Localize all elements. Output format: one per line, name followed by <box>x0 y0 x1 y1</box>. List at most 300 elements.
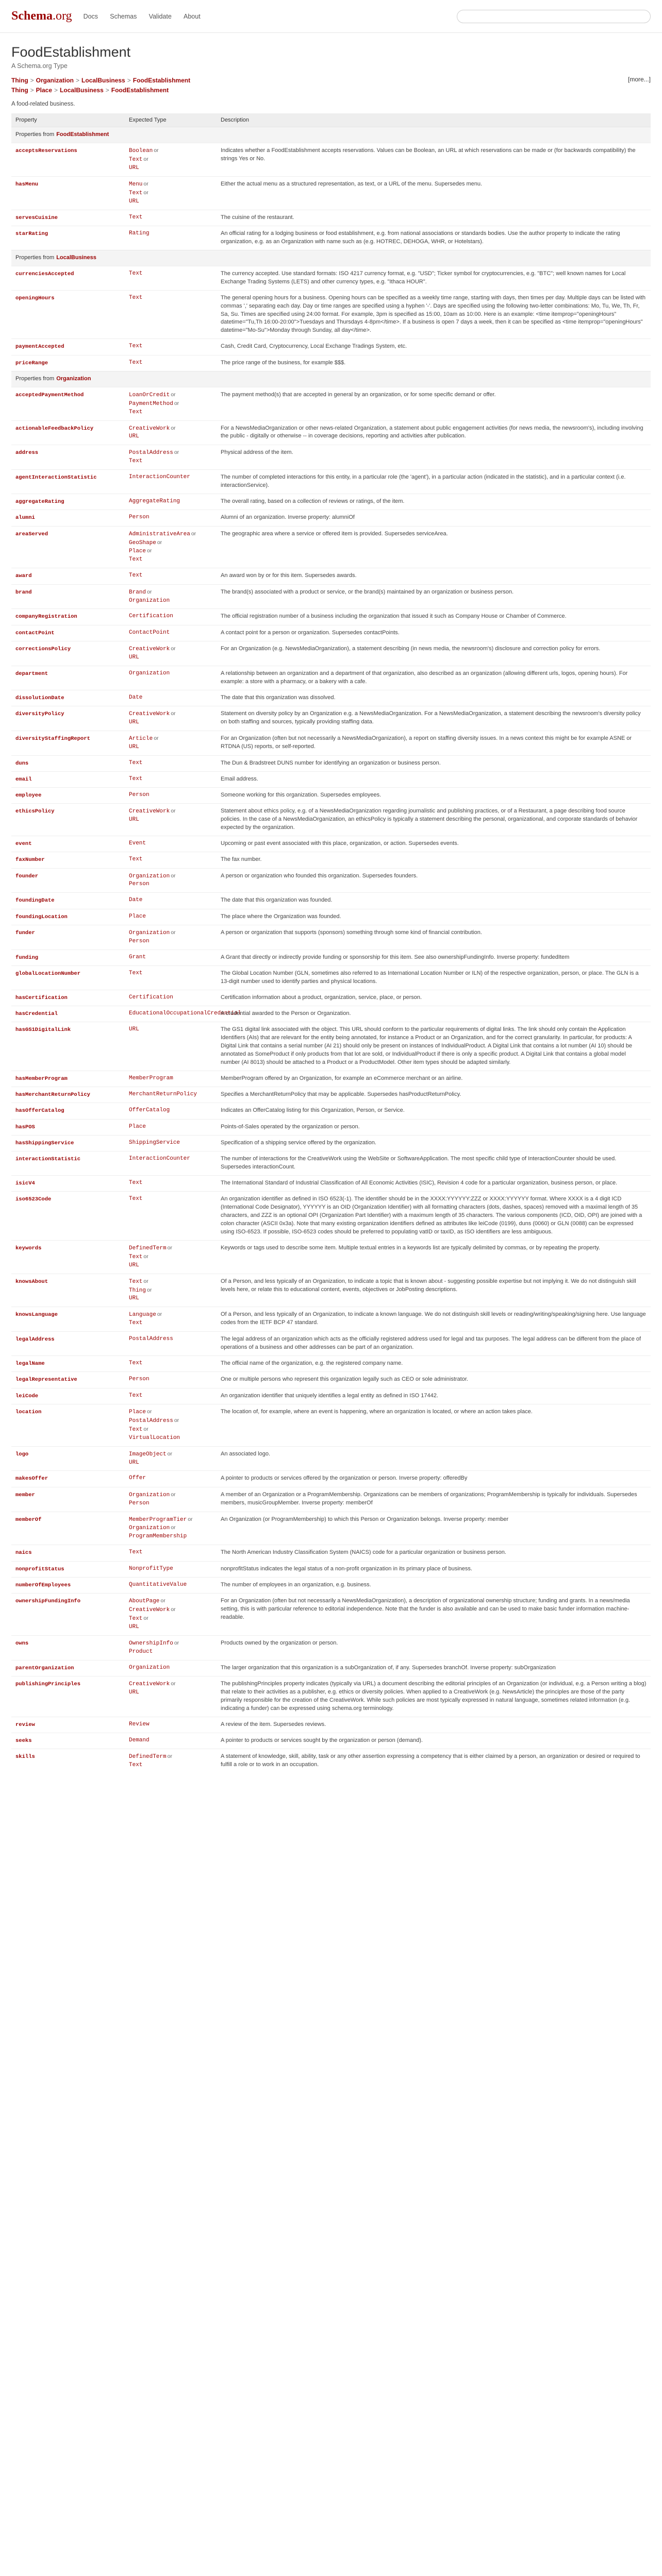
expected-type-label: Place <box>129 1123 146 1130</box>
expected-type-link[interactable] <box>129 556 212 564</box>
expected-type-link[interactable] <box>129 147 212 156</box>
property-name-link[interactable]: hasCertification <box>15 994 68 1001</box>
property-name-link[interactable]: interactionStatistic <box>15 1156 81 1162</box>
property-name-link[interactable]: keywords <box>15 1245 42 1251</box>
expected-type-link[interactable] <box>129 743 212 752</box>
expected-type-label: Text <box>129 157 143 163</box>
expected-type-link[interactable] <box>129 530 212 539</box>
type-description: A food-related business. <box>11 101 75 108</box>
breadcrumb-link[interactable]: Place <box>36 86 53 94</box>
expected-type-link[interactable] <box>129 1253 212 1262</box>
expected-type-link[interactable] <box>129 840 212 848</box>
expected-type-link[interactable] <box>129 343 212 351</box>
property-description: The GS1 digital link associated with the object. This URL should conform to the particular requirements of digital links. The link should only contain the Application Identifiers (AIs) that are relevant for the entity being annotated, for instance a Product or an Organization, and for the correct granularity. In particular, for products: A Digital Link that contains a serial number (AI 21) should only be present on instances of IndividualProduct. A Digital Link that contains a lot number (AI 10) should be annotated as SomeProduct if only products from that lot are sold, or IndividualProduct if there is only a specific product. A Digital Link that contains a global model number (AI 8013) should be attached to a Product or a ProductModel. Other item types should be adapted similarly. <box>217 1022 651 1071</box>
nav-docs[interactable]: Docs <box>83 12 98 20</box>
expected-type-cell <box>125 1577 217 1593</box>
expected-type-cell <box>125 836 217 852</box>
expected-type-link[interactable] <box>129 1689 212 1697</box>
expected-type-link[interactable] <box>129 1376 212 1384</box>
expected-type-label: Text <box>129 214 143 221</box>
expected-type-link[interactable] <box>129 164 212 173</box>
expected-type-link[interactable] <box>129 1761 212 1770</box>
expected-type-link[interactable] <box>129 1408 212 1417</box>
property-name-link[interactable]: employee <box>15 792 42 799</box>
property-description: Statement about ethics policy, e.g. of a NewsMediaOrganization regarding journalistic and publishing practices, or of a Restaurant, a page describing food source policies. In the case of a NewsMediaOrganization, an ethicsPolicy is typically a statement describing the personal, organizational, and corporate standards of behavior expected by the organization. <box>217 804 651 836</box>
property-description: The number of employees in an organization, e.g. business. <box>217 1577 651 1593</box>
breadcrumb-link[interactable]: LocalBusiness <box>81 77 125 84</box>
breadcrumb-link[interactable]: LocalBusiness <box>60 86 104 94</box>
or-separator: or <box>171 872 176 879</box>
expected-type-label: Product <box>129 1648 153 1655</box>
expected-type-link[interactable] <box>129 1319 212 1328</box>
expected-type-link[interactable] <box>129 719 212 727</box>
expected-type-link[interactable] <box>129 473 212 482</box>
expected-type-link[interactable] <box>129 970 212 978</box>
expected-type-cell <box>125 526 217 568</box>
expected-type-link[interactable] <box>129 1335 212 1344</box>
property-name-link[interactable]: globalLocationNumber <box>15 970 81 977</box>
expected-type-cell <box>125 965 217 990</box>
breadcrumb-link[interactable]: FoodEstablishment <box>111 86 169 94</box>
expected-type-link[interactable] <box>129 1139 212 1147</box>
or-separator: or <box>143 180 148 187</box>
expected-type-link[interactable] <box>129 1639 212 1648</box>
property-name-link[interactable]: publishingPrinciples <box>15 1681 81 1687</box>
property-name-link[interactable]: currenciesAccepted <box>15 270 74 277</box>
expected-type-link[interactable] <box>129 1524 212 1533</box>
expected-type-cell <box>125 755 217 771</box>
property-name-link[interactable]: seeks <box>15 1737 32 1744</box>
property-name-link[interactable]: owns <box>15 1640 29 1647</box>
expected-type-link[interactable] <box>129 613 212 621</box>
expected-type-link[interactable] <box>129 1737 212 1745</box>
expected-type-link[interactable] <box>129 425 212 433</box>
expected-type-cell <box>125 731 217 755</box>
expected-type-link[interactable] <box>129 735 212 743</box>
expected-type-label: Grant <box>129 954 146 960</box>
property-name-link[interactable]: faxNumber <box>15 857 45 863</box>
expected-type-link[interactable] <box>129 1179 212 1188</box>
expected-type-link[interactable] <box>129 433 212 441</box>
expected-type-link[interactable] <box>129 1581 212 1589</box>
property-name-link[interactable]: duns <box>15 760 29 767</box>
expected-type-link[interactable] <box>129 1195 212 1204</box>
property-name-link[interactable]: starRating <box>15 230 48 237</box>
property-name-cell <box>11 1749 125 1773</box>
or-separator: or <box>171 1524 176 1531</box>
search-input[interactable] <box>457 10 651 23</box>
property-name-cell <box>11 339 125 355</box>
property-row <box>11 731 651 755</box>
expected-type-link[interactable] <box>129 1262 212 1270</box>
property-name-link[interactable]: ownershipFundingInfo <box>15 1598 81 1604</box>
expected-type-link[interactable] <box>129 180 212 189</box>
expected-type-link[interactable] <box>129 1565 212 1573</box>
property-name-link[interactable]: acceptsReservations <box>15 148 77 155</box>
or-separator: or <box>147 1286 152 1293</box>
nav-schemas[interactable]: Schemas <box>110 12 137 20</box>
expected-type-link[interactable] <box>129 1615 212 1623</box>
expected-type-cell <box>125 176 217 210</box>
expected-type-link[interactable] <box>129 1753 212 1761</box>
expected-type-link[interactable] <box>129 938 212 946</box>
property-name-link[interactable]: legalAddress <box>15 1336 55 1343</box>
breadcrumb-separator: > <box>76 77 80 84</box>
expected-type-label: URL <box>129 1026 139 1033</box>
expected-type-link[interactable] <box>129 710 212 719</box>
property-name-link[interactable]: areaServed <box>15 531 48 537</box>
expected-type-link[interactable] <box>129 694 212 702</box>
property-name-link[interactable]: foundingLocation <box>15 913 68 920</box>
or-separator: or <box>147 1408 152 1415</box>
or-separator: or <box>171 425 176 431</box>
property-row <box>11 950 651 965</box>
property-name-cell <box>11 641 125 666</box>
property-name-link[interactable]: award <box>15 573 32 580</box>
property-name-link[interactable]: hasCredential <box>15 1011 58 1017</box>
property-name-link[interactable]: location <box>15 1409 42 1415</box>
expected-type-label: Text <box>129 775 143 782</box>
property-name-link[interactable]: nonprofitStatus <box>15 1566 64 1572</box>
property-description: For an Organization (often but not necessarily a NewsMediaOrganization), a description of organizational ownership structure; funding and grants. In a news/media setting, this is with particular reference to editorial independence. Note that the funder is also available and can be used to make basic funder information machine-readable. <box>217 1594 651 1636</box>
expected-type-link[interactable] <box>129 1721 212 1729</box>
property-name-link[interactable]: department <box>15 670 48 677</box>
property-name-link[interactable]: actionableFeedbackPolicy <box>15 425 94 432</box>
expected-type-link[interactable] <box>129 597 212 605</box>
property-name-cell <box>11 1717 125 1733</box>
property-name-cell <box>11 804 125 836</box>
property-name-link[interactable]: legalRepresentative <box>15 1377 77 1383</box>
property-row <box>11 494 651 510</box>
expected-type-link[interactable] <box>129 1491 212 1500</box>
breadcrumb-separator: > <box>105 86 109 94</box>
property-name-link[interactable]: makesOffer <box>15 1476 48 1482</box>
property-name-link[interactable]: leiCode <box>15 1393 39 1399</box>
expected-type-label: AdministrativeArea <box>129 531 190 537</box>
property-row <box>11 1332 651 1356</box>
property-name-link[interactable]: hasMenu <box>15 181 39 188</box>
expected-type-cell <box>125 1071 217 1087</box>
expected-type-link[interactable] <box>129 572 212 580</box>
property-name-cell <box>11 470 125 494</box>
expected-type-cell <box>125 584 217 609</box>
expected-type-link[interactable] <box>129 1426 212 1434</box>
property-name-link[interactable]: naics <box>15 1550 32 1556</box>
property-name-cell <box>11 1733 125 1749</box>
expected-type-label: CreativeWork <box>129 1681 170 1687</box>
expected-type-link[interactable] <box>129 654 212 662</box>
expected-type-label: CreativeWork <box>129 1606 170 1613</box>
property-description: Of a Person, and less typically of an Organization, to indicate a known language. We do not distinguish skill levels or reading/writing/speaking/signing here. Use language codes from the IETF BCP 47 standard. <box>217 1307 651 1332</box>
property-name-link[interactable]: member <box>15 1492 35 1498</box>
property-name-link[interactable]: knowsAbout <box>15 1278 48 1285</box>
property-name-link[interactable]: foundingDate <box>15 897 55 904</box>
expected-type-cell <box>125 1135 217 1151</box>
expected-type-link[interactable] <box>129 645 212 654</box>
property-name-cell <box>11 1577 125 1593</box>
expected-type-link[interactable] <box>129 1597 212 1606</box>
property-name-cell <box>11 266 125 290</box>
expected-type-link[interactable] <box>129 629 212 637</box>
expected-type-link[interactable] <box>129 791 212 800</box>
expected-type-link[interactable] <box>129 1360 212 1368</box>
property-name-link[interactable]: funding <box>15 954 39 961</box>
section-type-link[interactable]: LocalBusiness <box>56 254 96 261</box>
property-name-link[interactable]: skills <box>15 1754 35 1760</box>
expected-type-link[interactable] <box>129 547 212 556</box>
expected-type-link[interactable] <box>129 1549 212 1557</box>
property-name-cell <box>11 210 125 226</box>
expected-type-link[interactable] <box>129 1311 212 1319</box>
property-row <box>11 965 651 990</box>
expected-type-link[interactable] <box>129 816 212 824</box>
expected-type-link[interactable] <box>129 1417 212 1426</box>
section-header-cell <box>11 127 651 143</box>
property-description: Certification information about a product, organization, service, place, or person. <box>217 990 651 1006</box>
property-description: The Dun & Bradstreet DUNS number for identifying an organization or business person. <box>217 755 651 771</box>
expected-type-link[interactable] <box>129 1475 212 1483</box>
property-name-link[interactable]: diversityStaffingReport <box>15 735 90 742</box>
expected-type-link[interactable] <box>129 1606 212 1615</box>
property-name-link[interactable]: hasOfferCatalog <box>15 1108 64 1114</box>
expected-type-link[interactable] <box>129 913 212 921</box>
expected-type-link[interactable] <box>129 1295 212 1303</box>
expected-type-link[interactable] <box>129 775 212 784</box>
expected-type-link[interactable] <box>129 391 212 400</box>
property-name-cell <box>11 1240 125 1274</box>
property-name-link[interactable]: parentOrganization <box>15 1665 74 1671</box>
property-name-link[interactable]: founder <box>15 873 39 879</box>
section-type-link[interactable]: Organization <box>56 375 91 382</box>
breadcrumb-link[interactable]: Thing <box>11 86 28 94</box>
or-separator: or <box>171 710 176 717</box>
property-name-link[interactable]: hasPOS <box>15 1124 35 1130</box>
expected-type-link[interactable] <box>129 929 212 938</box>
expected-type-link[interactable] <box>129 1123 212 1131</box>
expected-type-link[interactable] <box>129 1434 212 1443</box>
expected-type-link[interactable] <box>129 214 212 222</box>
property-name-cell <box>11 176 125 210</box>
property-name-link[interactable]: ethicsPolicy <box>15 808 55 815</box>
expected-type-label: Text <box>129 294 143 301</box>
property-name-link[interactable]: companyRegistration <box>15 614 77 620</box>
property-name-cell <box>11 1356 125 1372</box>
property-name-link[interactable]: hasGS1DigitalLink <box>15 1027 71 1033</box>
property-name-link[interactable]: servesCuisine <box>15 214 58 221</box>
property-name-link[interactable]: priceRange <box>15 360 48 366</box>
property-name-cell <box>11 420 125 445</box>
nav-validate[interactable]: Validate <box>148 12 172 20</box>
expected-type-link[interactable] <box>129 880 212 889</box>
expected-type-label: VirtualLocation <box>129 1434 180 1441</box>
expected-type-link[interactable] <box>129 1155 212 1163</box>
expected-type-link[interactable] <box>129 1533 212 1541</box>
expected-type-link[interactable] <box>129 1010 241 1018</box>
property-row <box>11 1372 651 1388</box>
property-name-link[interactable]: paymentAccepted <box>15 344 64 350</box>
expected-type-link[interactable] <box>129 409 212 417</box>
expected-type-cell <box>125 1471 217 1487</box>
expected-type-link[interactable] <box>129 759 212 768</box>
expected-type-label: Text <box>129 1426 143 1433</box>
property-name-link[interactable]: diversityPolicy <box>15 710 64 717</box>
property-description: The official registration number of a business including the organization that issued it such as Company House or Chamber of Commerce. <box>217 609 651 625</box>
property-row <box>11 1660 651 1676</box>
expected-type-link[interactable] <box>129 1107 212 1115</box>
property-name-link[interactable]: brand <box>15 589 32 596</box>
expected-type-link[interactable] <box>129 1286 212 1295</box>
property-row <box>11 1388 651 1404</box>
expected-type-link[interactable] <box>129 1392 212 1400</box>
expected-type-link[interactable] <box>129 1026 212 1034</box>
expected-type-cell <box>125 290 217 339</box>
expected-type-link[interactable] <box>129 588 212 597</box>
expected-type-link[interactable] <box>129 1244 212 1253</box>
property-name-link[interactable]: email <box>15 776 32 783</box>
expected-type-link[interactable] <box>129 1450 212 1459</box>
expected-type-link[interactable] <box>129 198 212 206</box>
property-row <box>11 1594 651 1636</box>
expected-type-link[interactable] <box>129 1623 212 1632</box>
nav-about[interactable]: About <box>184 12 201 20</box>
property-row <box>11 706 651 731</box>
expected-type-link[interactable] <box>129 856 212 864</box>
expected-type-link[interactable] <box>129 994 212 1002</box>
property-description: For an Organization (e.g. NewsMediaOrganization), a statement describing (in news media, the newsroom's) disclosure and correction policy for errors. <box>217 641 651 666</box>
expected-type-link[interactable] <box>129 156 212 164</box>
or-separator: or <box>147 548 152 554</box>
property-description: An organization identifier as defined in ISO 6523(-1). The identifier should be in the XXXX:YYYYYY:ZZZ or XXXX:YYYYYY format. Where XXXX is a 4 digit ICD (International Code Designator), YYYYYY is an OID (Organization Identifier) with all formatting characters (dots, dashes, spaces) removed with a maximal length of 35 characters, and ZZZ is an optional OPI (Organization Part Identifier) with a maximum length of 35 characters. The various components (ICD, OID, OPI) are joined with a colon character (ASCII 0x3a). Note that many existing organization identifiers defined as attributes like leiCode (0199), duns (0060) or GLN (0088) can be expressed using ISO-6523. If possible, ISO-6523 codes should be preferred to populating vatID or taxID, as ISO identifiers are less ambiguous. <box>217 1192 651 1241</box>
or-separator: or <box>143 189 148 196</box>
expected-type-label: CreativeWork <box>129 425 170 432</box>
property-name-link[interactable]: alumni <box>15 515 35 521</box>
property-name-link[interactable]: dissolutionDate <box>15 694 64 701</box>
property-name-link[interactable]: acceptedPaymentMethod <box>15 392 84 398</box>
property-name-cell <box>11 143 125 177</box>
expected-type-label: ShippingService <box>129 1139 180 1146</box>
property-name-link[interactable]: iso6523Code <box>15 1196 52 1203</box>
expected-type-label: CreativeWork <box>129 710 170 717</box>
property-description: An associated logo. <box>217 1446 651 1471</box>
expected-type-link[interactable] <box>129 1680 212 1689</box>
expected-type-link[interactable] <box>129 400 212 409</box>
expected-type-link[interactable] <box>129 872 212 881</box>
expected-type-link[interactable] <box>129 807 212 816</box>
expected-type-label: AggregateRating <box>129 498 180 505</box>
property-row <box>11 1175 651 1191</box>
section-type-link[interactable]: FoodEstablishment <box>56 131 109 138</box>
property-name-link[interactable]: knowsLanguage <box>15 1312 58 1318</box>
breadcrumb-link[interactable]: Thing <box>11 77 28 84</box>
property-name-link[interactable]: hasMemberProgram <box>15 1075 68 1082</box>
expected-type-link[interactable] <box>129 230 212 238</box>
property-name-link[interactable]: address <box>15 450 39 456</box>
property-name-link[interactable]: aggregateRating <box>15 499 64 505</box>
expected-type-link[interactable] <box>129 1278 212 1286</box>
expected-type-label: PostalAddress <box>129 1336 173 1343</box>
expected-type-link[interactable] <box>129 1500 212 1508</box>
expected-type-cell <box>125 1151 217 1176</box>
property-name-link[interactable]: contactPoint <box>15 630 55 636</box>
expected-type-link[interactable] <box>129 189 212 198</box>
expected-type-link[interactable] <box>129 1459 212 1467</box>
expected-type-link[interactable] <box>129 449 212 457</box>
breadcrumb-separator: > <box>30 77 34 84</box>
property-name-link[interactable]: correctionsPolicy <box>15 646 71 652</box>
expected-type-link[interactable] <box>129 896 212 905</box>
property-name-cell <box>11 836 125 852</box>
property-name-link[interactable]: logo <box>15 1451 29 1458</box>
property-description: The geographic area where a service or offered item is provided. Supersedes serviceArea. <box>217 526 651 568</box>
or-separator: or <box>171 1680 176 1687</box>
property-name-link[interactable]: hasShippingService <box>15 1140 74 1146</box>
property-name-cell <box>11 1561 125 1577</box>
breadcrumb-link[interactable]: FoodEstablishment <box>133 77 191 84</box>
expected-type-link[interactable] <box>129 359 212 367</box>
expected-type-label: Text <box>129 409 143 415</box>
expected-type-cell <box>125 771 217 787</box>
expected-type-label: Certification <box>129 994 173 1001</box>
more-link[interactable]: [more...] <box>627 76 651 83</box>
property-name-link[interactable]: review <box>15 1721 35 1728</box>
property-name-link[interactable]: agentInteractionStatistic <box>15 474 97 481</box>
or-separator: or <box>143 156 148 163</box>
expected-type-label: Event <box>129 840 146 847</box>
expected-type-label: Person <box>129 938 150 944</box>
expected-type-label: CreativeWork <box>129 808 170 815</box>
or-separator: or <box>157 539 162 546</box>
expected-type-link[interactable] <box>129 539 212 548</box>
or-separator: or <box>143 1426 148 1432</box>
expected-type-link[interactable] <box>129 954 212 962</box>
property-name-link[interactable]: funder <box>15 929 35 936</box>
expected-type-link[interactable] <box>129 457 212 466</box>
expected-type-cell <box>125 1733 217 1749</box>
expected-type-label: ImageObject <box>129 1451 167 1458</box>
breadcrumb-line <box>11 86 651 95</box>
property-name-cell <box>11 1446 125 1471</box>
expected-type-link[interactable] <box>129 270 212 278</box>
site-logo[interactable]: Schema.org <box>11 9 72 23</box>
property-name-link[interactable]: memberOf <box>15 1516 42 1523</box>
expected-type-link[interactable] <box>129 498 212 506</box>
breadcrumb-link[interactable]: Organization <box>36 77 74 84</box>
expected-type-link[interactable] <box>129 670 212 678</box>
property-row <box>11 893 651 909</box>
expected-type-link[interactable] <box>129 1516 212 1524</box>
expected-type-link[interactable] <box>129 514 212 522</box>
property-name-link[interactable]: numberOfEmployees <box>15 1582 71 1588</box>
expected-type-link[interactable] <box>129 1091 212 1099</box>
property-name-link[interactable]: openingHours <box>15 295 55 301</box>
expected-type-link[interactable] <box>129 1664 212 1672</box>
property-name-link[interactable]: event <box>15 841 32 848</box>
expected-type-link[interactable] <box>129 294 212 302</box>
property-name-cell <box>11 1660 125 1676</box>
property-row <box>11 1404 651 1446</box>
expected-type-cell <box>125 706 217 731</box>
expected-type-label: Text <box>129 1320 143 1327</box>
expected-type-label: Text <box>129 1549 143 1556</box>
expected-type-link[interactable] <box>129 1648 212 1656</box>
property-description: The cuisine of the restaurant. <box>217 210 651 226</box>
property-name-link[interactable]: hasMerchantReturnPolicy <box>15 1092 90 1098</box>
property-name-link[interactable]: isicV4 <box>15 1180 35 1187</box>
expected-type-link[interactable] <box>129 1075 212 1083</box>
property-name-link[interactable]: legalName <box>15 1361 45 1367</box>
expected-type-label: Person <box>129 792 150 799</box>
expected-type-cell <box>125 266 217 290</box>
